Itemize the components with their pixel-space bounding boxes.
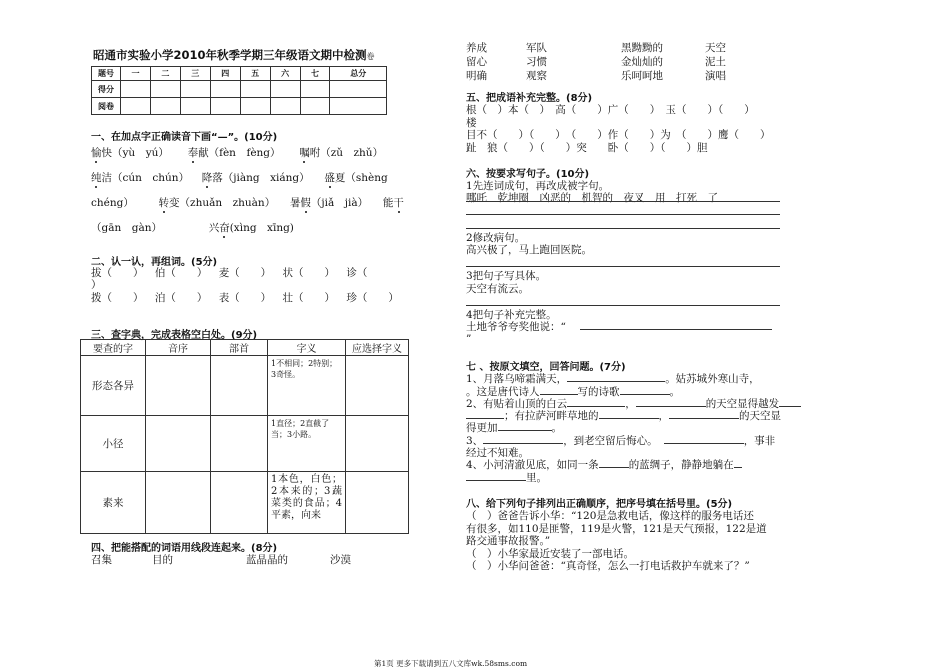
page-footer: 第1页 更多下载请到五八文库wk.58sms.com [374, 659, 528, 668]
section1-heading: 一、在加点字正确读音下画“—”。(10分) [91, 132, 278, 143]
s6-q4-text: 土地爷爷夸奖他说：“ [466, 321, 566, 333]
section7-heading: 七 、按原文填空，回答问题。(7分) [466, 362, 626, 373]
s7-l2: 。这是唐代诗人 写的诗歌 。 [466, 386, 680, 398]
s8-item1c: 路交通事故报警。” [466, 535, 551, 547]
s8-item3: （ ）小华问爸爸：“真奇怪，怎么一打电话救护车就来了？” [466, 560, 750, 572]
s6-q1: 1先连词成句，再改成被字句。 [466, 180, 610, 192]
s4-word: 沙漠 [330, 554, 351, 566]
s8-item1b: 有很多，如110是匪警，119是火警，121是天气预报，122是道 [466, 523, 767, 535]
dictionary-table: 要查的字 音序 部首 字义 应选择字义 形态各异 1不相同；2特别；3奇怪。 小径 1直径；2直截了当；3小路。 素来 1本色，白色；2本来的；3蔬菜类的食品；4平素，向来 [80, 339, 409, 534]
s5-line1: 根（ ）本（ ） 高（ ）广（ ） 玉（ ）（ ） [466, 104, 755, 116]
s6-q3: 3把句子写具体。 [466, 270, 547, 282]
s6-q2: 2修改病句。 [466, 232, 526, 244]
s1-line3: chéng） 转变（zhuǎn zhuàn） 暑假（jiǎ jià） 能干 [91, 197, 404, 209]
s7-l1: 1、月落乌啼霜满天， 。姑苏城外寒山寺， [466, 373, 760, 385]
s6-q3-text: 天空有流云。 [466, 283, 529, 295]
s7-l8: 4、小河清澈见底，如同一条 的蓝绸子，静静地躺在 [466, 457, 742, 472]
s4-col2: 军队 习惯 观察 [526, 42, 547, 82]
section2-heading: 二、认一认，再组词。(5分) [91, 257, 218, 268]
section4-heading: 四、把能搭配的词语用线段连起来。(8分) [91, 543, 278, 554]
s7-l4: ；有拉萨河畔草地的 ， 的天空显 [466, 408, 781, 423]
s6-q2-text: 高兴极了，马上跑回医院。 [466, 244, 592, 256]
s6-q4: 4把句子补充完整。 [466, 309, 557, 321]
s4-word: 目的 [152, 554, 173, 566]
s7-l6: 3、 ，到老空留后悔心。 ，事非 [466, 435, 776, 447]
section6-heading: 六、按要求写句子。(10分) [466, 169, 590, 180]
s4-col4: 天空 泥土 演唱 [705, 42, 726, 82]
s5-line2: 目不（ ）（ ） （ ）作（ ）为 （ ）鹰（ ） [466, 129, 771, 141]
exam-title: 昭通市实验小学2010年秋季学期三年级语文期中检测卷 [93, 48, 375, 62]
s5-line1b: 楼 [466, 117, 477, 129]
s8-item1: （ ）爸爸告诉小华：“120是急救电话，像这样的服务电话还 [466, 510, 754, 522]
s4-col1: 养成 留心 明确 [466, 42, 487, 82]
answer-line[interactable] [580, 329, 772, 330]
answer-line[interactable] [466, 201, 780, 202]
s1-line4: （gān gàn） 兴奋(xìng xīng) [91, 222, 294, 234]
s7-l5: 得更加 。 [466, 422, 562, 434]
s2-row2: 拨（ ） 泊（ ） 表（ ） 壮（ ） 珍（ ） [91, 292, 399, 304]
answer-line[interactable] [466, 305, 780, 306]
answer-line[interactable] [466, 214, 780, 215]
s1-line1: 愉快（yù yú） 奉献（fèn fèng） 嘱咐（zǔ zhǔ） [91, 147, 384, 159]
s4-col3: 黑黝黝的 金灿灿的 乐呵呵地 [621, 42, 663, 82]
s2-row1: 拔（ ） 伯（ ） 麦（ ） 状（ ） 诊（ [91, 267, 368, 279]
section3-heading: 三、查字典，完成表格空白处。(9分) [91, 330, 258, 341]
s7-l9: 里。 [466, 470, 547, 485]
s1-line2: 纯洁（cún chún） 降落（jiàng xiáng） 盛夏（shèng [91, 172, 388, 184]
s8-item2: （ ）小华家最近安装了一部电话。 [466, 548, 634, 560]
section8-heading: 八、给下列句子排列出正确顺序，把序号填在括号里。(5分) [466, 499, 733, 510]
answer-line[interactable] [466, 228, 780, 229]
s5-line3: 趾 狼（ ）（ ）突 卧（ ）（ ）胆 [466, 142, 708, 154]
answer-line[interactable] [466, 266, 780, 267]
score-table: 题号 一 二 三 四 五 六 七 总分 得分 阅卷 [91, 66, 387, 115]
s7-l7: 经过不知难。 [466, 447, 529, 459]
s6-q1-words: 哪吒 乾坤圈 凶恶的 机智的 夜叉 用 打死 了 [466, 192, 718, 204]
s4-word: 召集 [91, 554, 112, 566]
s6-q4-tail: ” [466, 333, 472, 345]
s2-row1-tail: ） [91, 279, 102, 291]
s7-l3: 2、有贴着山顶的白云 ， 的天空显得越发 [466, 396, 801, 411]
s4-word: 蓝晶晶的 [246, 554, 288, 566]
section5-heading: 五、把成语补充完整。(8分) [466, 93, 593, 104]
